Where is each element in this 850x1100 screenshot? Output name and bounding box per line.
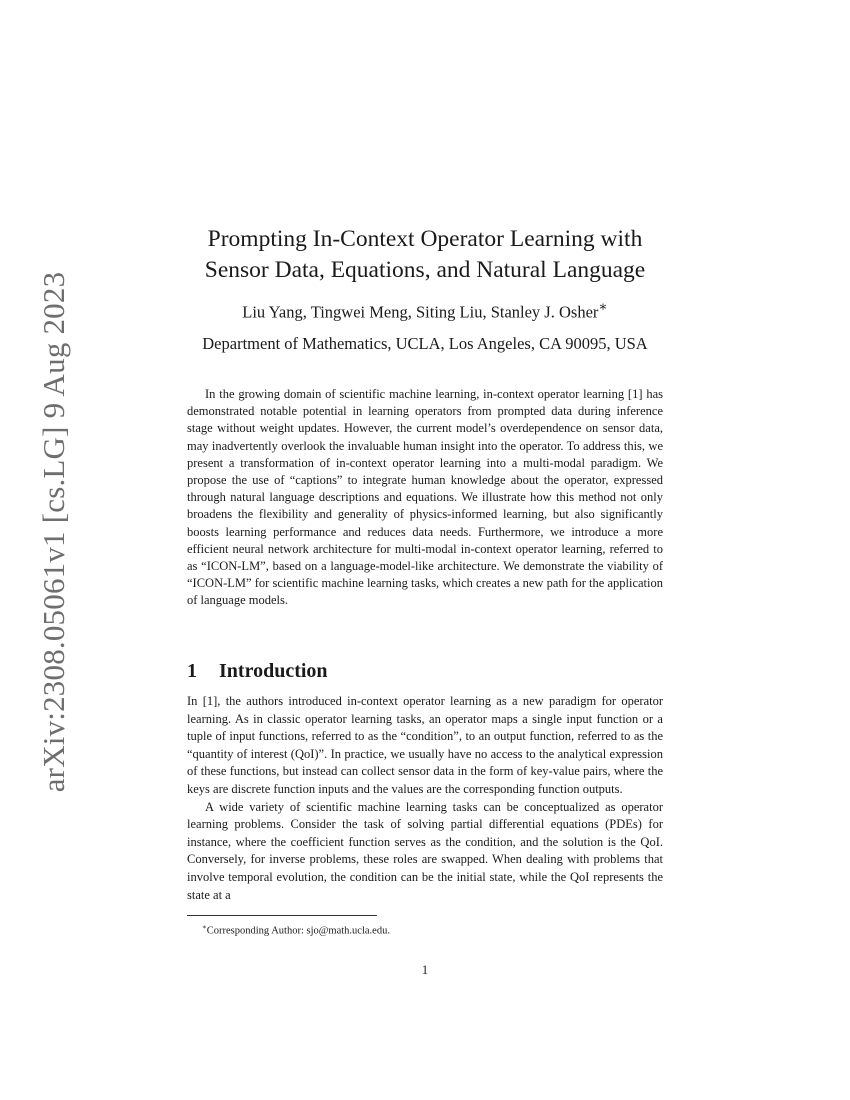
page-number: 1 <box>421 963 429 977</box>
abstract: In the growing domain of scientific machine learning, in-context operator learning [1] has demonstrated notable potential in learning operators from prompted data during inference stage without weight updates. However, the current model’s overdependence on sensor data, may inadvertently overlook the invaluable human insight into the operator. To address this, we present a transformation of in-context operator learning into a multi-modal paradigm. We propose the use of “captions” to integrate human knowledge about the operator, expressed through natural language descriptions and equations. We illustrate how this method not only broadens the flexibility and generality of physics-informed learning, but also significantly boosts learning performance and reduces data needs. Furthermore, we introduce a more efficient neural network architecture for multi-modal in-context operator learning, referred to as “ICON-LM”, based on a language-model-like architecture. We demonstrate the viability of “ICON-LM” for scientific machine learning tasks, which creates a new path for the application of language models. <box>187 387 663 608</box>
paper-title <box>110 224 740 286</box>
intro-paragraph-1: In [1], the authors introduced in-context operator learning as a new paradigm for operator learning. As in classic operator learning tasks, an operator maps a single input function or a tuple of input functions, referred to as the “condition”, to an output function, referred to as the “quantity of interest (QoI)”. In practice, we usually have no access to the analytical expression of these functions, but instead can collect sensor data in the form of key-value pairs, where the keys are discrete function inputs and the values are the corresponding function outputs. <box>187 694 663 796</box>
section-number: 1 <box>187 660 197 682</box>
footnote <box>202 920 390 939</box>
footnote-text: Corresponding Author: sjo@math.ucla.edu. <box>206 925 390 937</box>
author-list <box>110 296 740 324</box>
title-line-2: Sensor Data, Equations, and Natural Language <box>204 257 646 283</box>
section-title: Introduction <box>219 660 328 682</box>
intro-paragraph-2: A wide variety of scientific machine learning tasks can be conceptualized as operator learning problems. Consider the task of solving partial differential equations (PDEs) for instance, where the coefficient function serves as the condition, and the solution is the QoI. Conversely, for inverse problems, these roles are swapped. When dealing with problems that involve temporal evolution, the condition can be the initial state, while the QoI represents the state at a <box>187 799 663 902</box>
arxiv-identifier-stamp: arXiv:2308.05061v1 [cs.LG] 9 Aug 2023 <box>36 271 71 793</box>
author-names: Liu Yang, Tingwei Meng, Siting Liu, Stanley J. Osher <box>242 302 599 322</box>
footnote-divider <box>187 915 377 916</box>
corresponding-author-mark: ∗ <box>598 299 608 314</box>
footnote-mark: ∗ <box>202 923 207 931</box>
introduction-body <box>187 693 663 904</box>
affiliation: Department of Mathematics, UCLA, Los Angeles, CA 90095, USA <box>202 334 648 353</box>
section-heading <box>187 658 328 684</box>
title-line-1: Prompting In-Context Operator Learning with <box>207 226 643 252</box>
